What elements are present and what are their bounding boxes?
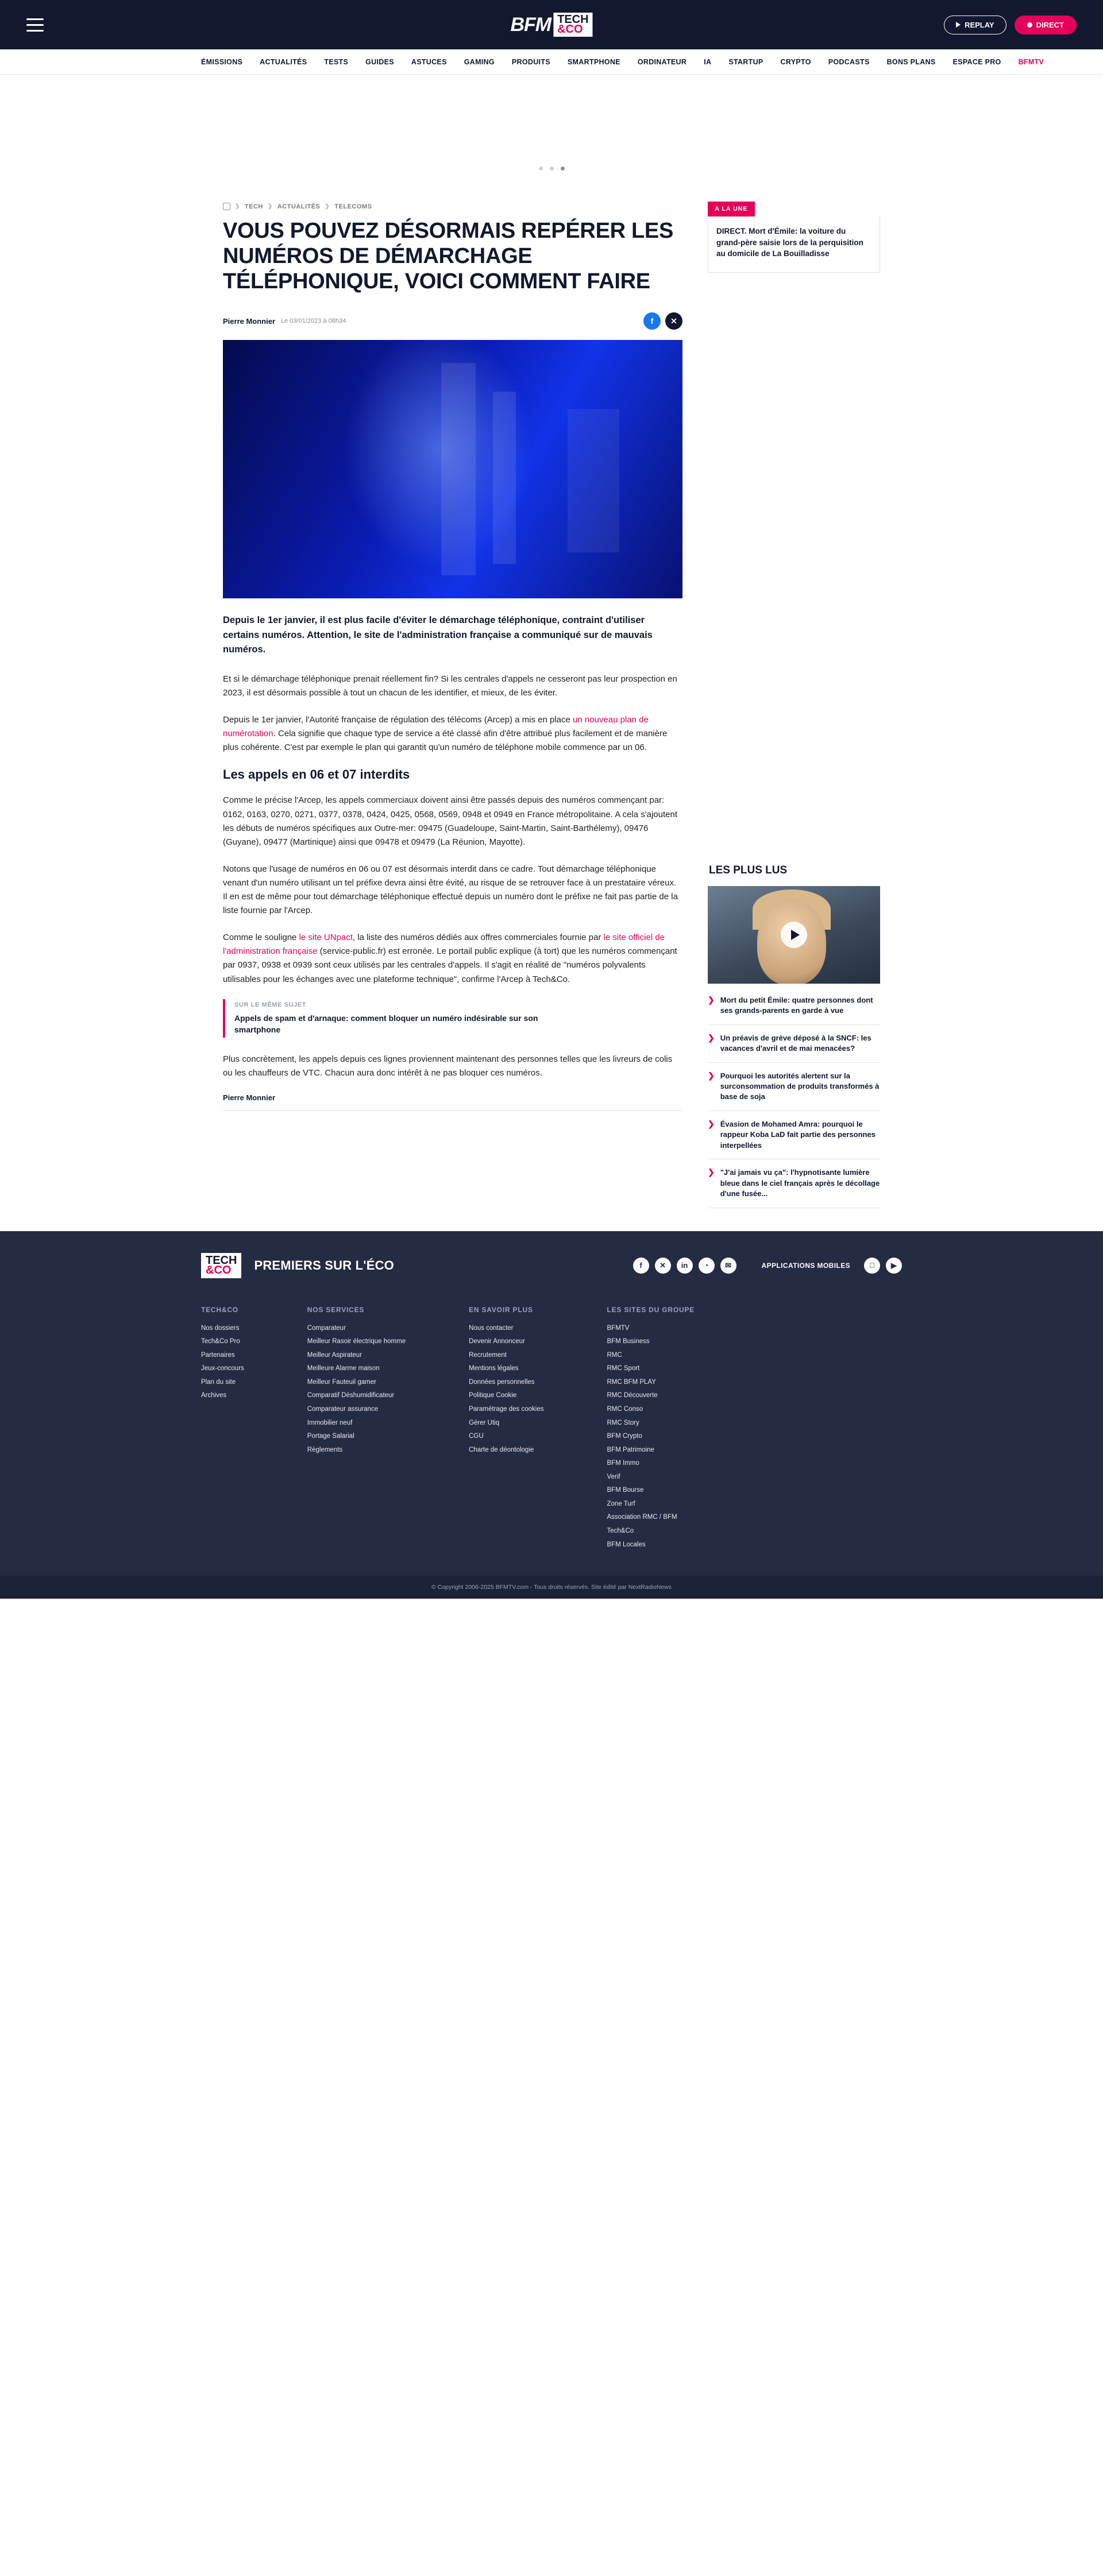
footer-link[interactable]: Comparateur bbox=[307, 1324, 346, 1332]
nav-item-emissions[interactable]: ÉMISSIONS bbox=[201, 57, 243, 66]
footer-link[interactable]: Nos dossiers bbox=[201, 1324, 240, 1332]
footer-col-title: LES SITES DU GROUPE bbox=[607, 1305, 695, 1314]
related-kicker: SUR LE MÊME SUJET bbox=[234, 1001, 307, 1008]
site-footer bbox=[0, 1231, 1103, 1599]
main-nav bbox=[0, 49, 1103, 75]
footer-link[interactable]: BFM Crypto bbox=[607, 1433, 642, 1440]
alaune-box bbox=[708, 216, 880, 273]
page-title: VOUS POUVEZ DÉSORMAIS REPÉRER LES NUMÉROS DE DÉMARCHAGE TÉLÉPHONIQUE, VOICI COMMENT FAIRE bbox=[223, 219, 674, 294]
nav-item-tests[interactable]: TESTS bbox=[324, 57, 349, 66]
footer-link[interactable]: RMC Conso bbox=[607, 1405, 643, 1413]
article-subtitle: Les appels en 06 et 07 interdits bbox=[223, 767, 410, 782]
paragraph-5-text-a: Comme le souligne bbox=[223, 932, 299, 942]
breadcrumb-item-actualites[interactable]: ACTUALITÉS bbox=[277, 203, 321, 210]
footer-copyright: © Copyright 2006-2025 BFMTV.com - Tous droits réservés. Site édité par NextRadioNews bbox=[0, 1576, 1103, 1599]
sidebar bbox=[708, 198, 880, 1208]
article-paragraph-1: Et si le démarchage téléphonique prenait réellement fin? Si les centrales d'appels ne cesseront pas leur prospection en 2023, il est désormais possible à tout un chacun de les identifier, et mieux, de les éviter. bbox=[223, 674, 677, 698]
footer-link[interactable]: BFM Locales bbox=[607, 1541, 646, 1548]
footer-link[interactable]: Paramétrage des cookies bbox=[469, 1405, 544, 1413]
article-column bbox=[223, 198, 682, 1208]
breadcrumb bbox=[223, 198, 682, 218]
related-article-block[interactable] bbox=[223, 999, 682, 1038]
footer-link[interactable]: BFM Business bbox=[607, 1338, 650, 1345]
carousel-dot-1[interactable] bbox=[539, 167, 543, 171]
footer-link[interactable]: Tech&Co bbox=[607, 1527, 634, 1535]
nav-item-crypto[interactable]: CRYPTO bbox=[780, 57, 811, 66]
nav-item-podcasts[interactable]: PODCASTS bbox=[828, 57, 870, 66]
nav-item-bons-plans[interactable]: BONS PLANS bbox=[886, 57, 936, 66]
footer-link[interactable]: BFM Patrimoine bbox=[607, 1446, 654, 1453]
footer-link[interactable]: Règlements bbox=[307, 1446, 343, 1453]
footer-link[interactable]: Devenir Annonceur bbox=[469, 1338, 525, 1345]
carousel-dot-2[interactable] bbox=[550, 167, 554, 171]
related-link[interactable]: Appels de spam et d'arnaque: comment bloquer un numéro indésirable sur son smartphone bbox=[234, 1013, 538, 1034]
nav-item-ordinateur[interactable]: ORDINATEUR bbox=[637, 57, 687, 66]
direct-button[interactable] bbox=[1015, 16, 1077, 34]
footer-link[interactable]: Verif bbox=[607, 1473, 620, 1480]
most-read-item-4[interactable]: Évasion de Mohamed Amra: pourquoi le rappeur Koba LaD fait partie des personnes interpellées bbox=[720, 1119, 876, 1150]
byline bbox=[223, 309, 682, 340]
paragraph-5-text-b: , la liste des numéros dédiés aux offres commerciales fournie par bbox=[352, 932, 604, 942]
apple-appstore-icon[interactable] bbox=[864, 1258, 880, 1274]
footer-link[interactable]: RMC BFM PLAY bbox=[607, 1378, 656, 1386]
footer-col-groupe bbox=[607, 1306, 695, 1552]
article-author[interactable]: Pierre Monnier bbox=[223, 316, 276, 326]
footer-link[interactable]: Plan du site bbox=[201, 1378, 236, 1386]
direct-label: DIRECT bbox=[1036, 20, 1064, 29]
footer-link[interactable]: Zone Turf bbox=[607, 1500, 635, 1507]
footer-link[interactable]: Association RMC / BFM bbox=[607, 1514, 677, 1521]
chevron-right-icon: ❯ bbox=[708, 1119, 715, 1128]
footer-link[interactable]: BFMTV bbox=[607, 1324, 630, 1332]
most-read-title: LES PLUS LUS bbox=[709, 864, 788, 876]
nav-item-guides[interactable]: GUIDES bbox=[365, 57, 394, 66]
footer-link[interactable]: Données personnelles bbox=[469, 1378, 535, 1386]
footer-link[interactable]: RMC Sport bbox=[607, 1365, 640, 1372]
footer-link[interactable]: Jeux-concours bbox=[201, 1365, 244, 1372]
link-unpact[interactable]: le site UNpact bbox=[299, 932, 353, 942]
most-read-item-1[interactable]: Mort du petit Émile: quatre personnes dont ses grands-parents en garde à vue bbox=[720, 995, 873, 1015]
alaune-badge: A LA UNE bbox=[708, 202, 755, 216]
nav-item-actualites[interactable]: ACTUALITÉS bbox=[260, 57, 307, 66]
footer-link[interactable]: Comparatif Déshumidificateur bbox=[307, 1392, 395, 1399]
replay-button[interactable] bbox=[944, 16, 1006, 34]
site-logo[interactable] bbox=[510, 13, 592, 37]
play-icon[interactable] bbox=[781, 922, 807, 948]
newsletter-icon[interactable]: ✉ bbox=[720, 1258, 736, 1274]
footer-col-en-savoir-plus bbox=[469, 1306, 543, 1552]
alaune-item[interactable]: DIRECT. Mort d'Émile: la voiture du grand-père saisie lors de la perquisition au domicile de La Bouilladisse bbox=[716, 227, 863, 258]
article-paragraph-3: Comme le précise l'Arcep, les appels commerciaux doivent ainsi être passés depuis des numéros commençant par: 0162, 0163, 0270, 0271, 0377, 0378, 0424, 0425, 0568, 0569, 0948 et 0949 en France métropolitaine. A cela s'ajoutent les débuts de numéros spécifiques aux Outre-mer: 09475 (Guadeloupe, Saint-Martin, Saint-Barthélemy), 09476 (Guyane), 09477 (Martinique) ainsi que 09478 et 09479 (La Réunion, Mayotte). bbox=[223, 795, 677, 848]
footer-link[interactable]: Immobilier neuf bbox=[307, 1419, 353, 1426]
breadcrumb-sep: ❯ bbox=[325, 203, 330, 210]
breadcrumb-item-telecoms[interactable]: TELECOMS bbox=[334, 203, 372, 210]
footer-logo-tech: TECH bbox=[206, 1254, 237, 1267]
breadcrumb-item-tech[interactable]: TECH bbox=[244, 203, 263, 210]
hero-shape-1 bbox=[441, 363, 476, 575]
footer-link[interactable]: BFM Immo bbox=[607, 1460, 639, 1467]
paragraph-5-text-c: (service-public.fr) est erronée. Le portail public explique (à tort) que les numéros commençant par 0937, 0938 et 0939 sont ceux utilisés par les centrales d'appels. Il s'agit en réalité de "numéros polyvalents utilisables pour les échanges avec une plateforme technique", confirme l'Arcep à Tech&Co. bbox=[223, 946, 677, 984]
list-item[interactable] bbox=[708, 987, 880, 1025]
article-hero-image bbox=[223, 340, 682, 598]
apps-label: APPLICATIONS MOBILES bbox=[761, 1261, 850, 1270]
article-paragraph-6: Plus concrètement, les appels depuis ces lignes proviennent maintenant des personnes telles que les livreurs de colis ou les chauffeurs de VTC. Chacun aura donc intérêt à ne pas bloquer ces numéros. bbox=[223, 1054, 673, 1078]
replay-label: REPLAY bbox=[965, 20, 994, 29]
footer-col-title: EN SAVOIR PLUS bbox=[469, 1305, 533, 1314]
nav-item-espace-pro[interactable]: ESPACE PRO bbox=[952, 57, 1001, 66]
footer-link[interactable]: Recrutement bbox=[469, 1351, 507, 1359]
footer-link[interactable]: BFM Bourse bbox=[607, 1487, 644, 1494]
footer-link[interactable]: Partenaires bbox=[201, 1351, 235, 1359]
article-paragraph-2 bbox=[223, 713, 682, 755]
footer-col-title: NOS SERVICES bbox=[307, 1305, 365, 1314]
chevron-right-icon: ❯ bbox=[708, 995, 715, 1004]
sidebar-spacer bbox=[708, 273, 880, 864]
link-service-public[interactable]: le site officiel de l'administration française bbox=[223, 932, 665, 957]
google-play-icon[interactable]: ▶ bbox=[886, 1258, 902, 1274]
footer-col-title: TECH&CO bbox=[201, 1305, 238, 1314]
nav-item-ia[interactable]: IA bbox=[704, 57, 712, 66]
top-bar-actions bbox=[944, 16, 1077, 34]
paragraph-2-text-a: Depuis le 1er janvier, l'Autorité française de régulation des télécoms (Arcep) a mis en place bbox=[223, 714, 573, 725]
footer-link[interactable]: Gérer Utiq bbox=[469, 1419, 500, 1426]
footer-link[interactable]: Mentions légales bbox=[469, 1365, 519, 1372]
hamburger-icon[interactable] bbox=[26, 12, 52, 37]
share-buttons bbox=[643, 312, 682, 330]
carousel-dots[interactable] bbox=[539, 167, 565, 171]
footer-link[interactable]: Meilleur Aspirateur bbox=[307, 1351, 362, 1359]
footer-link[interactable]: Meilleur Fauteuil gamer bbox=[307, 1378, 376, 1386]
footer-col-techco bbox=[201, 1306, 244, 1552]
hero-shape-3 bbox=[568, 409, 619, 552]
footer-socials bbox=[633, 1258, 902, 1274]
nav-item-produits[interactable]: PRODUITS bbox=[511, 57, 550, 66]
most-read-list bbox=[708, 987, 880, 1208]
most-read-video-thumbnail[interactable] bbox=[708, 886, 880, 984]
article-date: Le 03/01/2023 à 08h34 bbox=[281, 318, 346, 325]
list-item[interactable] bbox=[708, 1025, 880, 1063]
article-paragraph-4: Notons que l'usage de numéros en 06 ou 07 est désormais interdit dans ce cadre. Tout démarchage téléphonique venant d'un numéro utilisant un tel préfixe devra ainsi être évité, au risque de se retrouver face à un prestataire véreux. Il en est de même pour tout démarchage téléphonique effectué depuis un numéro dont le préfixe ne fait pas partie de la liste fournie par l'Arcep. bbox=[223, 864, 678, 916]
footer-link[interactable]: Meilleure Alarme maison bbox=[307, 1365, 380, 1372]
link-plan-numerotation[interactable]: un nouveau plan de numérotation bbox=[223, 714, 649, 738]
list-item[interactable] bbox=[708, 1063, 880, 1111]
footer-link[interactable]: Archives bbox=[201, 1392, 227, 1399]
breadcrumb-sep: ❯ bbox=[235, 203, 240, 210]
top-ad-slot bbox=[0, 75, 1103, 198]
twitter-x-share-icon[interactable]: ✕ bbox=[665, 312, 682, 330]
footer-link[interactable]: Nous contacter bbox=[469, 1324, 514, 1332]
top-bar bbox=[0, 0, 1103, 49]
footer-link[interactable]: RMC bbox=[607, 1351, 622, 1359]
nav-item-gaming[interactable]: GAMING bbox=[464, 57, 495, 66]
footer-columns bbox=[0, 1295, 1103, 1576]
live-dot-icon bbox=[1027, 22, 1032, 28]
chevron-right-icon: ❯ bbox=[708, 1070, 715, 1080]
paragraph-2-text-b: . Cela signifie que chaque type de service a été classé afin d'être attribué plus facilement et de manière plus cohérente. C'est par exemple le plan qui garantit qu'un numéro de téléphone mobile commence par un 06. bbox=[223, 728, 668, 753]
most-read-item-5[interactable]: "J'ai jamais vu ça": l'hypnotisante lumière bleue dans le ciel français après le décollage d'une fusée... bbox=[720, 1168, 880, 1198]
logo-bfm-text: BFM bbox=[510, 13, 552, 36]
article-lead: Depuis le 1er janvier, il est plus facile d'éviter le démarchage téléphonique, contraint d'utiliser certains numéros. Attention, le site de l'administration française a communiqué sur de mauvais numéros. bbox=[223, 615, 653, 655]
footer-link[interactable]: RMC Découverte bbox=[607, 1392, 658, 1399]
logo-tech-text: TECH bbox=[557, 13, 589, 26]
page-content bbox=[0, 198, 1103, 1231]
chevron-right-icon: ❯ bbox=[708, 1167, 715, 1177]
article-paragraph-5 bbox=[223, 931, 682, 987]
footer-link[interactable]: RMC Story bbox=[607, 1419, 639, 1426]
facebook-icon[interactable]: f bbox=[633, 1258, 649, 1274]
footer-link[interactable]: Politique Cookie bbox=[469, 1392, 517, 1399]
list-item[interactable] bbox=[708, 1111, 880, 1159]
footer-link[interactable]: Comparateur assurance bbox=[307, 1405, 379, 1413]
footer-link[interactable]: Tech&Co Pro bbox=[201, 1338, 240, 1345]
article-signature: Pierre Monnier bbox=[223, 1093, 682, 1111]
nav-item-astuces[interactable]: ASTUCES bbox=[411, 57, 447, 66]
most-read-item-3[interactable]: Pourquoi les autorités alertent sur la surconsommation de produits transformés à base de soja bbox=[720, 1071, 880, 1101]
footer-link[interactable]: CGU bbox=[469, 1433, 484, 1440]
logo-co-text: &CO bbox=[557, 23, 583, 36]
footer-link[interactable]: Charte de déontologie bbox=[469, 1446, 534, 1453]
nav-item-bfmtv[interactable]: BFMTV bbox=[1018, 57, 1044, 66]
breadcrumb-sep: ❯ bbox=[267, 203, 273, 210]
rss-icon[interactable]: ◔ bbox=[699, 1258, 715, 1274]
list-item[interactable] bbox=[708, 1159, 880, 1208]
facebook-share-icon[interactable]: f bbox=[643, 312, 661, 330]
most-read-item-2[interactable]: Un préavis de grève déposé à la SNCF: les vacances d'avril et de mai menacées? bbox=[720, 1033, 871, 1053]
nav-item-smartphone[interactable]: SMARTPHONE bbox=[567, 57, 620, 66]
footer-col-services bbox=[307, 1306, 406, 1552]
footer-logo-co: &CO bbox=[206, 1263, 232, 1277]
twitter-x-icon[interactable]: ✕ bbox=[655, 1258, 671, 1274]
footer-top bbox=[0, 1231, 1103, 1295]
play-icon bbox=[956, 22, 961, 28]
footer-link[interactable]: Meilleur Rasoir électrique homme bbox=[307, 1338, 406, 1345]
hero-shape-2 bbox=[493, 392, 516, 564]
footer-logo[interactable] bbox=[201, 1253, 241, 1278]
footer-slogan: PREMIERS SUR L'ÉCO bbox=[254, 1258, 394, 1272]
footer-link[interactable]: Portage Salarial bbox=[307, 1433, 354, 1440]
nav-item-startup[interactable]: STARTUP bbox=[728, 57, 763, 66]
carousel-dot-3[interactable] bbox=[561, 167, 565, 171]
home-icon[interactable] bbox=[223, 203, 230, 210]
logo-techco bbox=[553, 13, 592, 37]
chevron-right-icon: ❯ bbox=[708, 1032, 715, 1042]
linkedin-icon[interactable]: in bbox=[677, 1258, 693, 1274]
